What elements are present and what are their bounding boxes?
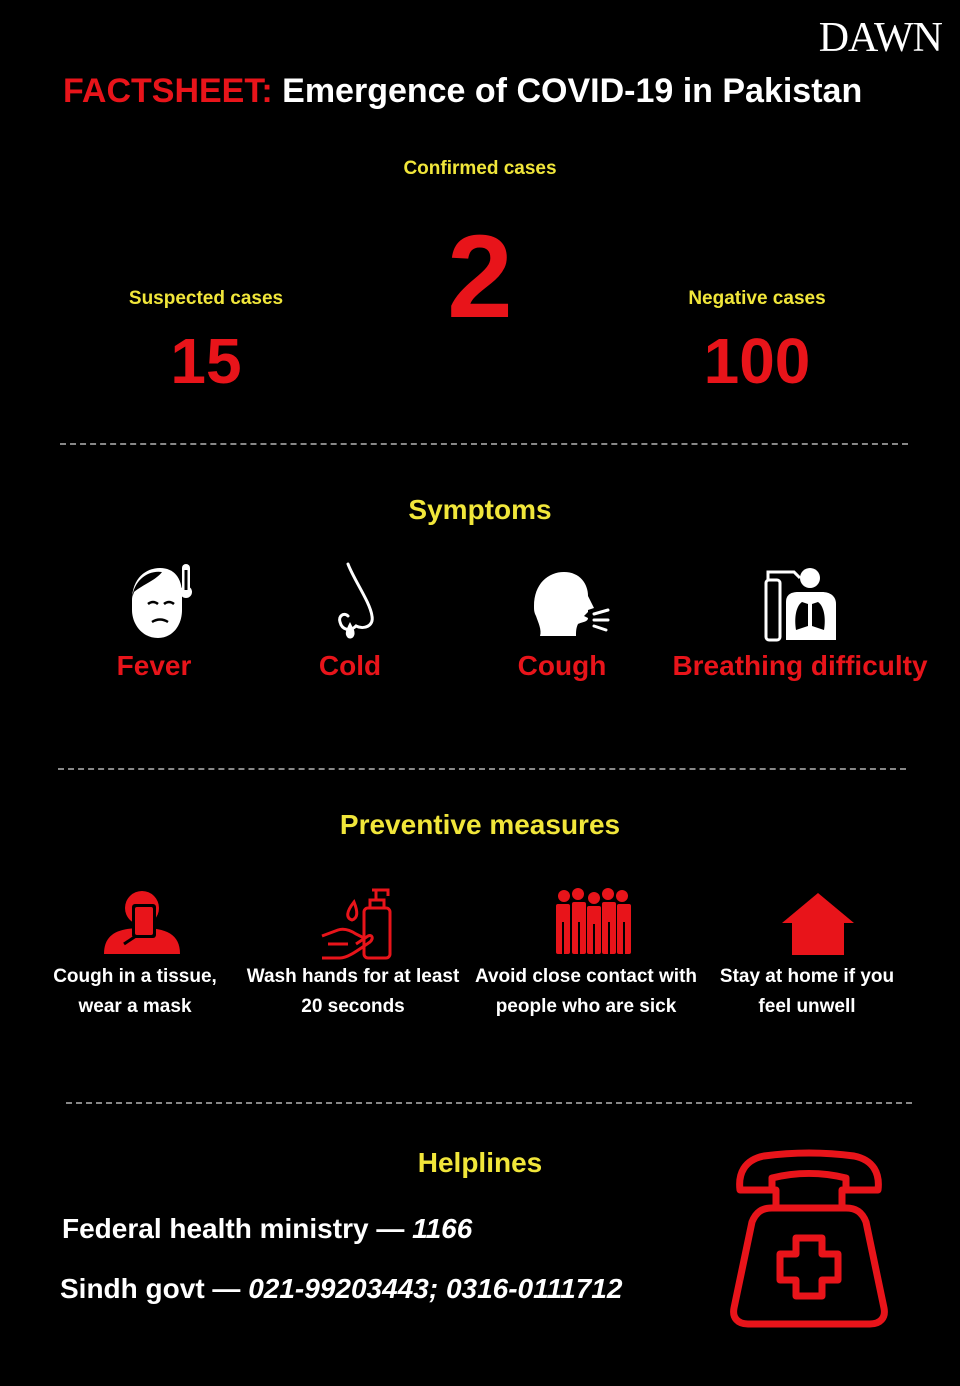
mask-icon bbox=[102, 890, 182, 956]
helpline-sindh-number: 021-99203443; 0316-0111712 bbox=[248, 1273, 623, 1304]
helpline-federal-name: Federal health ministry — bbox=[62, 1213, 405, 1244]
divider bbox=[60, 443, 908, 445]
measure-home-line2: feel unwell bbox=[758, 996, 856, 1017]
measure-mask-line2: wear a mask bbox=[78, 996, 192, 1017]
measure-handwash-label bbox=[240, 962, 466, 1022]
helpline-federal-number: 1166 bbox=[412, 1213, 473, 1244]
helplines-title: Helplines bbox=[417, 1147, 543, 1178]
handwash-icon bbox=[318, 886, 400, 962]
confirmed-value: 2 bbox=[447, 211, 513, 343]
phone-icon bbox=[724, 1148, 894, 1328]
fever-icon bbox=[126, 560, 196, 642]
divider bbox=[66, 1102, 912, 1104]
divider bbox=[58, 768, 906, 770]
measure-crowd-label bbox=[470, 962, 702, 1022]
helpline-federal bbox=[62, 1213, 472, 1245]
measure-handwash-line1: Wash hands for at least bbox=[246, 966, 460, 987]
measure-handwash-line2: 20 seconds bbox=[301, 996, 405, 1017]
symptom-cold-label: Cold bbox=[318, 650, 382, 681]
title-text: Emergence of COVID-19 in Pakistan bbox=[282, 72, 863, 110]
measure-mask-label bbox=[30, 962, 240, 1022]
title-kicker: FACTSHEET: bbox=[63, 72, 273, 110]
crowd-icon bbox=[554, 888, 634, 956]
helpline-sindh-name: Sindh govt — bbox=[60, 1273, 241, 1304]
suspected-label: Suspected cases bbox=[128, 288, 284, 309]
dawn-logo: DAWN bbox=[818, 15, 942, 61]
measure-home-label bbox=[704, 962, 910, 1022]
cough-icon bbox=[530, 570, 610, 640]
symptom-breathing-label: Breathing difficulty bbox=[672, 650, 928, 681]
measure-mask-line1: Cough in a tissue, bbox=[53, 966, 217, 987]
negative-value: 100 bbox=[703, 325, 811, 397]
measure-home-line1: Stay at home if you bbox=[719, 966, 895, 987]
measure-crowd-line1: Avoid close contact with bbox=[474, 966, 698, 987]
breathing-icon bbox=[762, 566, 842, 642]
suspected-value: 15 bbox=[170, 325, 242, 397]
home-icon bbox=[780, 891, 856, 957]
prevention-title: Preventive measures bbox=[339, 809, 621, 840]
symptoms-title: Symptoms bbox=[408, 494, 552, 525]
page-title bbox=[63, 72, 862, 111]
measure-crowd-line2: people who are sick bbox=[495, 996, 677, 1017]
confirmed-label: Confirmed cases bbox=[403, 158, 557, 179]
symptom-cough-label: Cough bbox=[517, 650, 607, 681]
helpline-sindh bbox=[60, 1273, 622, 1305]
symptom-fever-label: Fever bbox=[116, 650, 192, 681]
negative-label: Negative cases bbox=[688, 288, 826, 309]
nose-icon bbox=[330, 560, 380, 642]
